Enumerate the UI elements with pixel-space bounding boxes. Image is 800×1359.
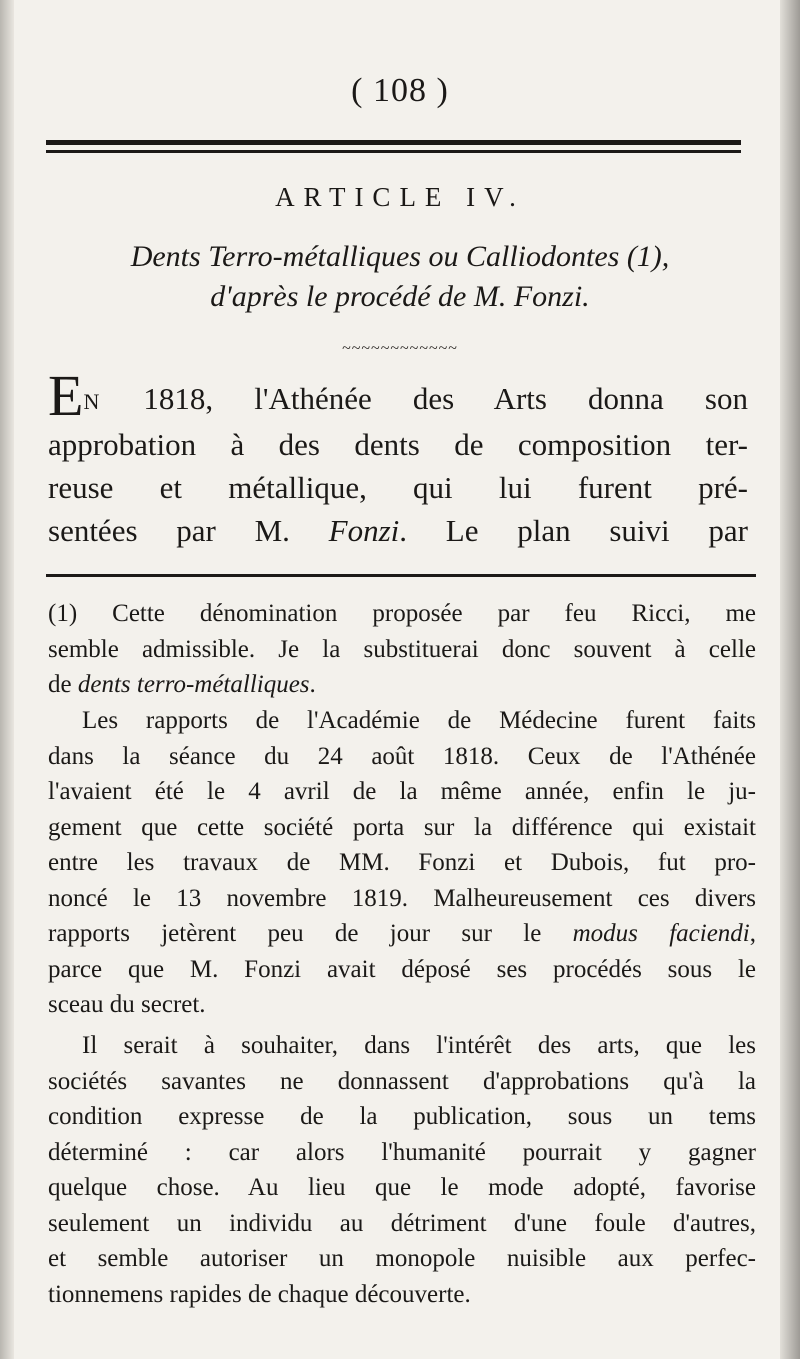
paragraph-line: entre les travaux de MM. Fonzi et Dubois, fut pro- <box>48 849 756 876</box>
paragraph-line: Les rapports de l'Académie de Médecine furent faits <box>82 707 756 734</box>
author-name: Fonzi <box>328 513 400 548</box>
footnote-line <box>48 667 756 703</box>
paragraph-line <box>48 916 756 952</box>
page-number: ( 108 ) <box>351 72 449 109</box>
drop-cap-continuation: N <box>83 389 103 414</box>
line-text: 1818, l'Athénée des Arts donna son <box>102 381 748 416</box>
paragraph-line: quelque chose. Au lieu que le mode adopté, favorise <box>48 1174 756 1201</box>
paragraph-line: Il serait à souhaiter, dans l'intérêt des arts, que les <box>82 1032 756 1059</box>
paragraph-line: seulement un individu au détriment d'une foule d'autres, <box>48 1209 756 1237</box>
footnote-rule <box>46 574 756 577</box>
footnote-line: (1) Cette dénomination proposée par feu Ricci, me <box>48 600 756 627</box>
footnote-line: semble admissible. Je la substituerai donc souvent à celle <box>48 635 756 663</box>
paragraph-line: sociétés savantes ne donnassent d'approbations qu'à la <box>48 1067 756 1095</box>
line-text: . Le plan suivi par <box>399 513 748 548</box>
paragraph-line: parce que M. Fonzi avait déposé ses procédés sous le <box>48 955 756 983</box>
paragraph-line: condition expresse de la publication, sous un tems <box>48 1103 756 1130</box>
paragraph-line: tionnemens rapides de chaque découverte. <box>48 1280 471 1308</box>
paragraph-souhaiter <box>48 1028 756 1312</box>
main-paragraph <box>48 363 748 552</box>
line-text: , <box>749 920 756 947</box>
paragraph-line: gement que cette société porta sur la différence qui existait <box>48 813 756 841</box>
line-text: sentées par M. <box>48 513 329 548</box>
line-text: de <box>48 671 78 698</box>
paragraph-line: déterminé : car alors l'humanité pourrait y gagner <box>48 1138 756 1166</box>
paragraph-line: et semble autoriser un monopole nuisible aux perfec- <box>48 1245 756 1272</box>
drop-cap: E <box>48 363 84 428</box>
ornamental-divider: ~~~~~~~~~~~~ <box>342 340 458 357</box>
main-paragraph-line: approbation à des dents de composition ter- <box>48 427 748 462</box>
paragraph-line: sceau du secret. <box>48 991 206 1018</box>
main-paragraph-line <box>48 509 748 552</box>
paragraph-line: l'avaient été le 4 avril de la même année, enfin le ju- <box>48 778 756 805</box>
header-rule-secondary <box>46 150 741 153</box>
article-subtitle-line-1: Dents Terro-métalliques ou Calliodontes (1), <box>130 240 670 273</box>
header-rule <box>46 140 741 145</box>
line-text: rapports jetèrent peu de jour sur le <box>48 920 573 947</box>
emphasis-term: modus faciendi <box>572 920 750 947</box>
emphasis-term: dents terro-métalliques <box>77 671 310 698</box>
paragraph-line: noncé le 13 novembre 1819. Malheureusement ces divers <box>48 884 756 912</box>
line-text: . <box>309 671 316 698</box>
article-heading: ARTICLE IV. <box>275 182 525 212</box>
article-subtitle-line-2: d'après le procédé de M. Fonzi. <box>210 280 590 313</box>
paragraph-line: dans la séance du 24 août 1818. Ceux de l'Athénée <box>48 742 756 770</box>
main-paragraph-line <box>48 363 748 428</box>
footnote <box>48 596 756 703</box>
main-paragraph-line: reuse et métallique, qui lui furent pré- <box>48 470 748 505</box>
paragraph-rapports <box>48 703 756 1023</box>
